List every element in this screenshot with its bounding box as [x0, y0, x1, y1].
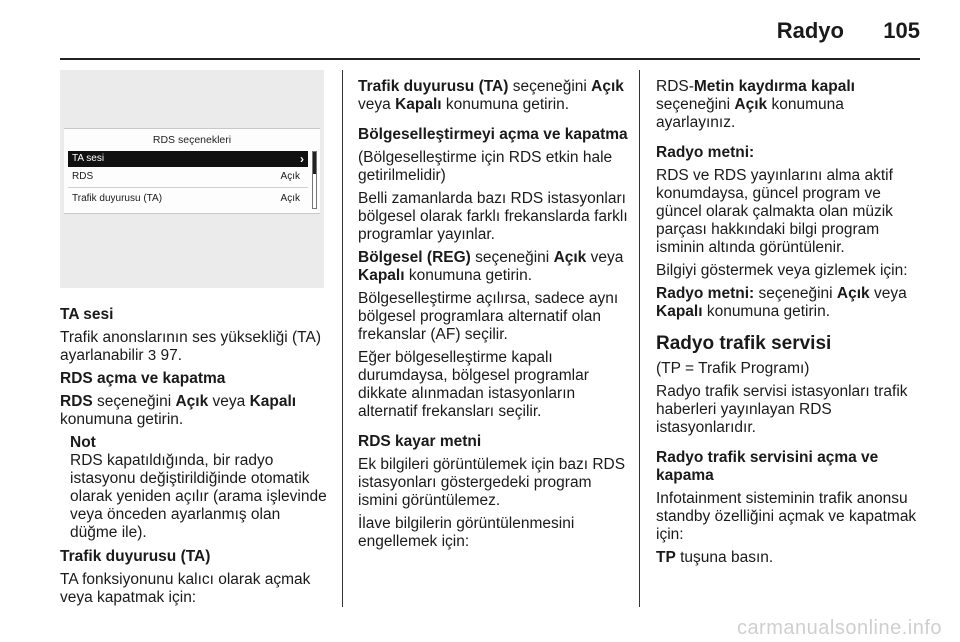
regionalization-note: (Bölgeselleştirme için RDS etkin hale getirilmelidir) [358, 149, 613, 184]
lcd-row-divider [68, 187, 308, 188]
chevron-right-icon: › [300, 152, 304, 166]
regionalization-desc: Belli zamanlarda bazı RDS istasyonları bölgesel olarak farklı frekanslarda farklı programlar yayınlar. [358, 190, 628, 243]
scroll-text-instruction: İlave bilgilerin görüntülenmesini engellemek için: [358, 515, 575, 550]
regionalization-heading: Bölgeselleştirmeyi açma ve kapatma [358, 126, 628, 143]
lcd-row-rds [72, 170, 300, 184]
ta-instruction: Trafik duyurusu (TA) seçeneğini Açık veya Kapalı konumuna getirin. [358, 78, 624, 113]
lcd-selected-item [68, 151, 308, 167]
column-1 [60, 306, 330, 612]
rds-instruction: RDS seçeneğini Açık veya Kapalı konumuna getirin. [60, 393, 297, 428]
lcd-row-label: Trafik duyurusu (TA) [72, 193, 163, 204]
lcd-row-value: Açık [280, 193, 300, 204]
lcd-row-value: Açık [280, 171, 300, 182]
header-rule [60, 58, 920, 60]
ta-text: TA fonksiyonunu kalıcı olarak açmak veya kapatmak için: [60, 571, 311, 606]
page-reference-icon: 3 [147, 347, 157, 364]
ta-volume-heading: TA sesi [60, 306, 114, 323]
regionalization-instruction: Bölgesel (REG) seçeneğini Açık veya Kapalı konumuna getirin. [358, 249, 624, 284]
traffic-service-title: Radyo trafik servisi [656, 333, 832, 354]
note-label: Not [70, 434, 96, 451]
rds-options-screen-image [60, 70, 324, 288]
lcd-display [64, 128, 320, 214]
lcd-row-ta [72, 192, 300, 206]
page-number: 105 [883, 18, 920, 43]
rds-heading: RDS açma ve kapatma [60, 370, 226, 387]
site-watermark: carmanualsonline.info [736, 617, 942, 639]
column-divider-1 [342, 70, 343, 607]
traffic-service-toggle-desc: Infotainment sisteminin trafik anonsu standby özelliğini açmak ve kapatmak için: [656, 490, 917, 543]
lcd-scrollbar [312, 151, 317, 209]
column-3 [656, 78, 924, 572]
radio-text-desc: RDS ve RDS yayınlarını alma aktif konumdaysa, güncel program ve güncel olarak çalmakta olan müzik parçası hakkındaki bilgi program isminin altında görüntülenir. [656, 167, 893, 256]
ta-volume-text: Trafik anonslarının ses yüksekliği (TA) ayarlanabilir 3 97. [60, 329, 322, 364]
ta-heading: Trafik duyurusu (TA) [60, 548, 211, 565]
scroll-text-desc: Ek bilgileri görüntülemek için bazı RDS istasyonları göstergedeki program ismini görüntülemez. [358, 456, 626, 509]
chapter-title: Radyo [776, 18, 844, 43]
radio-text-prompt: Bilgiyi göstermek veya gizlemek için: [656, 262, 908, 279]
regionalization-off: Eğer bölgeselleştirme kapalı durumdaysa, bölgesel programlar dikkate alınmadan istasyonların alternatif frekansları seçilir. [358, 349, 589, 420]
traffic-service-toggle-heading: Radyo trafik servisini açma ve kapama [656, 449, 879, 484]
scroll-text-heading: RDS kayar metni [358, 433, 482, 450]
traffic-service-subtitle: (TP = Trafik Programı) [656, 360, 810, 377]
tp-instruction: TP tuşuna basın. [656, 549, 774, 566]
lcd-scrollbar-thumb [313, 152, 316, 174]
lcd-row-label: RDS [72, 171, 94, 182]
column-divider-2 [639, 70, 640, 607]
column-2 [358, 78, 630, 556]
traffic-service-desc: Radyo trafik servisi istasyonları trafik haberleri yayınlayan RDS istasyonlarıdır. [656, 383, 908, 436]
radio-text-heading: Radyo metni: [656, 144, 755, 161]
radio-text-instruction: Radyo metni: seçeneğini Açık veya Kapalı konumuna getirin. [656, 285, 907, 320]
regionalization-on: Bölgeselleştirme açılırsa, sadece aynı bölgesel programlara alternatif olan frekanslar (AF) seçilir. [358, 290, 619, 343]
scroll-off-instruction: RDS-Metin kaydırma kapalı seçeneğini Açık konumuna ayarlayınız. [656, 78, 855, 131]
lcd-selected-label: TA sesi [72, 153, 105, 164]
lcd-title: RDS seçenekleri [152, 134, 232, 146]
page-header [0, 14, 960, 48]
note-text: RDS kapatıldığında, bir radyo istasyonu değiştirildiğinde otomatik olarak yeniden açılır (arama işlevinde veya önceden ayarlanmış olan düğme ile). [70, 452, 327, 541]
note-box [60, 434, 330, 542]
